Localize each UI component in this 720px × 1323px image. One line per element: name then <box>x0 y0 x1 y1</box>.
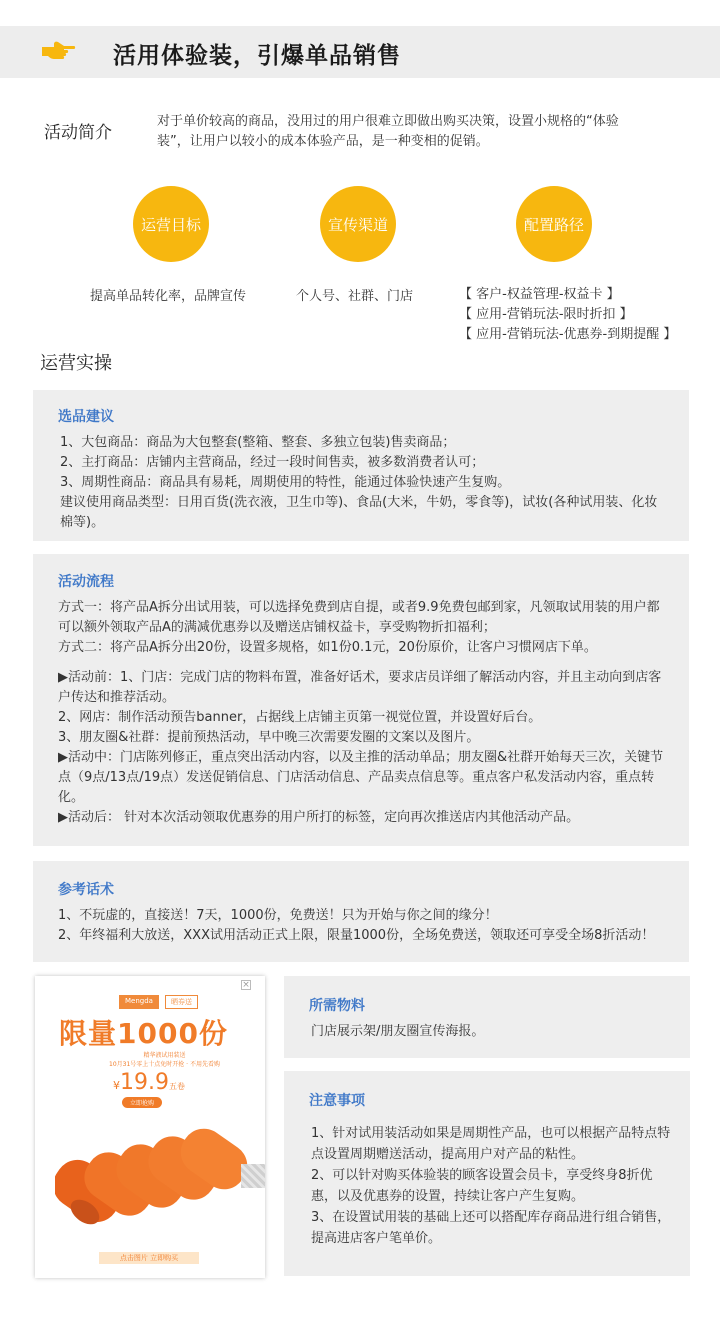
script-line: 1、不玩虚的，直接送！7天，1000份，免费送！只为开始与你之间的缘分！ <box>58 908 498 923</box>
flow-step: 3、朋友圈&社群：提前预热活动，早中晚三次需要发圈的文案以及图片。 <box>58 730 480 745</box>
flow-body <box>58 598 670 828</box>
poster-close-icon: × <box>242 980 250 990</box>
poster-sub-line: 精华液试用装送 <box>143 1052 186 1059</box>
channel-desc: 个人号、社群、门店 <box>296 289 414 304</box>
selection-line: 建议使用商品类型：日用百货(洗衣液，卫生巾等)、食品(大米，牛奶，零食等)，试妆(各种试用装、化妆棉等)。 <box>60 495 658 530</box>
flow-step: ▶活动中：门店陈列修正，重点突出活动内容，以及主推的活动单品；朋友圈&社群开始每天三次，关键节点（9点/13点/19点）发送促销信息、门店活动信息、产品卖点信息等。重点客户私发活动内容，重点转化。 <box>58 750 664 805</box>
selection-body <box>60 433 670 533</box>
ops-heading: 运营实操 <box>40 353 112 374</box>
page-title: 活用体验装，引爆单品销售 <box>113 43 401 69</box>
intro-label: 活动简介 <box>44 123 112 143</box>
selection-line: 1、大包商品：商品为大包整套(整箱、整套、多独立包装)售卖商品； <box>60 435 456 450</box>
config-path-item: 【 应用-营销玩法-优惠券-到期提醒 】 <box>459 327 677 342</box>
selection-line: 3、周期性商品：商品具有易耗，周期使用的特性，能通过体验快速产生复购。 <box>60 475 511 490</box>
poster-subtitle <box>109 1051 220 1069</box>
poster-sub-line: 10月31号零上十点免时开抢 · 不用先看购 <box>109 1061 220 1068</box>
notes-line: 1、针对试用装活动如果是周期性产品，也可以根据产品特点特点设置周期赠送活动，提高用户对产品的粘性。 <box>311 1126 671 1162</box>
poster-tags <box>119 995 198 1009</box>
notes-line: 2、可以针对购买体验装的顾客设置会员卡，享受终身8折优惠，以及优惠券的设置，持续让客户产生复购。 <box>311 1168 653 1204</box>
poster-price <box>113 1070 185 1095</box>
poster-blur-mark <box>241 1164 265 1188</box>
notes-card <box>284 1071 690 1276</box>
selection-card <box>33 390 689 541</box>
materials-card <box>284 976 690 1058</box>
script-line: 2、年终福利大放送，XXX试用活动正式上限，限量1000份，全场免费送，领取还可享受全场8折活动！ <box>58 928 655 943</box>
notes-body <box>311 1123 671 1249</box>
flow-card <box>33 554 689 846</box>
poster-price-unit: 五卷 <box>168 1082 185 1091</box>
header-bar <box>0 26 720 78</box>
config-path-list <box>459 285 676 345</box>
circle-goal: 运营目标 <box>133 186 209 262</box>
selection-title: 选品建议 <box>58 409 114 425</box>
poster-price-symbol: ¥ <box>113 1079 120 1092</box>
poster-buy-button: 立即抢购 <box>122 1097 162 1108</box>
script-body <box>58 906 678 946</box>
poster-price-value: 19.9 <box>120 1070 169 1095</box>
pointing-hand-icon <box>40 38 76 64</box>
notes-title: 注意事项 <box>309 1093 365 1109</box>
circle-channel: 宣传渠道 <box>320 186 396 262</box>
flow-way1: 方式一：将产品A拆分出试用装，可以选择免费到店自提，或者9.9免费包邮到家，凡领取试用装的用户都可以额外领取产品A的满减优惠券以及赠送店铺权益卡，享受购物折扣福利； <box>58 600 660 635</box>
notes-line: 3、在设置试用装的基础上还可以搭配库存商品进行组合销售，提高进店客户笔单价。 <box>311 1210 671 1246</box>
script-card <box>33 861 689 962</box>
materials-title: 所需物料 <box>309 998 365 1014</box>
config-path-item: 【 客户-权益管理-权益卡 】 <box>459 287 620 302</box>
intro-text: 对于单价较高的商品，没用过的用户很难立即做出购买决策，设置小规格的“体验装”，让用户以较小的成本体验产品，是一种变相的促销。 <box>157 114 619 149</box>
poster-promo-tag: 晒券送 <box>165 995 198 1009</box>
selection-line: 2、主打商品：店铺内主营商品，经过一段时间售卖，被多数消费者认可； <box>60 455 485 470</box>
config-path-item: 【 应用-营销玩法-限时折扣 】 <box>459 307 633 322</box>
flow-step: ▶活动后： 针对本次活动领取优惠券的用户所打的标签，定向再次推送店内其他活动产品。 <box>58 810 580 825</box>
promo-poster <box>35 976 265 1278</box>
flow-step: 2、网店：制作活动预告banner，占据线上店铺主页第一视觉位置，并设置好后台。 <box>58 710 542 725</box>
poster-brand-tag: Mengda <box>119 995 159 1009</box>
flow-title: 活动流程 <box>58 574 114 590</box>
circle-config-path: 配置路径 <box>516 186 592 262</box>
poster-footer: 点击图片 立即购买 <box>99 1252 199 1264</box>
goal-desc: 提高单品转化率，品牌宣传 <box>90 289 247 304</box>
flow-step: ▶活动前：1、门店：完成门店的物料布置，准备好话术，要求店员详细了解活动内容，并且主动向到店客户传达和推荐活动。 <box>58 670 662 705</box>
flow-way2: 方式二：将产品A拆分出20份，设置多规格，如1份0.1元，20份原价，让客户习惯网店下单。 <box>58 640 597 655</box>
materials-body: 门店展示架/朋友圈宣传海报。 <box>311 1024 485 1039</box>
script-title: 参考话术 <box>58 882 114 898</box>
poster-headline: 限量1000份 <box>59 1017 228 1050</box>
orange-garbage-bag-rolls-image <box>55 1116 255 1236</box>
